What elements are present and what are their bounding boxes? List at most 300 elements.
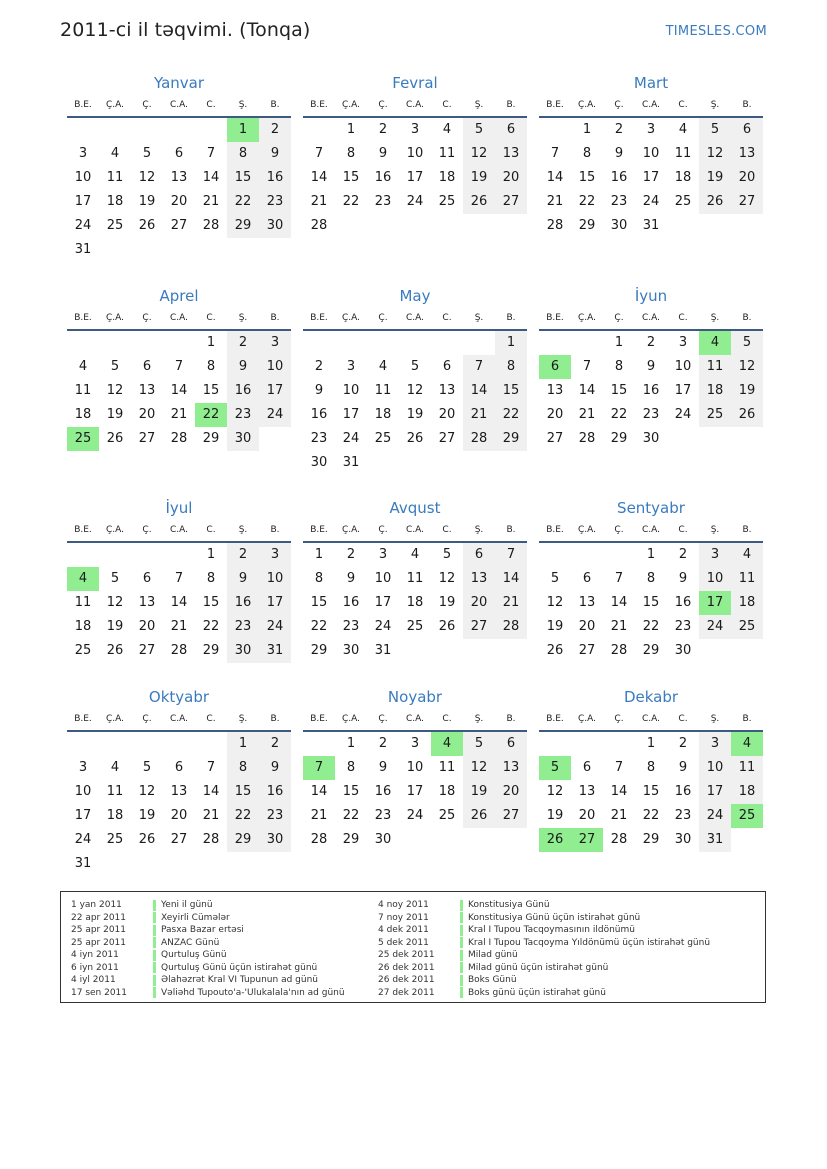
day-cell: 29 [342, 832, 360, 847]
holiday-name: Milad günü üçün istirahət günü [468, 962, 609, 973]
day-cell: 6 [142, 359, 152, 374]
weekday-label: B.E. [310, 100, 328, 110]
day-cell: 25 [699, 403, 731, 427]
weekday-header [303, 307, 527, 331]
weekday-label: C. [206, 525, 216, 535]
day-cell: 11 [406, 571, 424, 586]
day-cell: 30 [610, 218, 628, 233]
holiday-day: 5 [539, 756, 571, 780]
weekday-label: C.A. [169, 313, 188, 323]
day-cell: 3 [259, 543, 291, 567]
day-cell: 19 [463, 780, 495, 804]
empty-cell [163, 331, 195, 355]
day-cell: 7 [174, 359, 184, 374]
day-cell: 24 [374, 619, 392, 634]
day-cell: 5 [731, 331, 763, 355]
day-cell: 24 [406, 808, 424, 823]
day-grid [303, 732, 527, 852]
legend-row [71, 962, 345, 975]
day-cell: 2 [646, 335, 656, 350]
holiday-date: 25 dek 2011 [378, 950, 435, 961]
weekday-label: B. [506, 525, 516, 535]
day-cell: 16 [310, 407, 328, 422]
day-grid [539, 331, 763, 451]
weekday-label: B.E. [74, 714, 92, 724]
day-cell: 12 [463, 142, 495, 166]
day-cell: 27 [495, 804, 527, 828]
day-cell: 27 [138, 431, 156, 446]
holiday-marker [460, 900, 463, 911]
day-cell: 27 [438, 431, 456, 446]
empty-cell [571, 732, 603, 756]
day-cell: 17 [674, 383, 692, 398]
weekday-label: C. [442, 525, 452, 535]
day-cell: 13 [495, 756, 527, 780]
day-cell: 27 [138, 643, 156, 658]
day-cell: 3 [78, 760, 88, 775]
day-cell: 10 [259, 355, 291, 379]
month-name: Aprel [159, 287, 199, 305]
day-cell: 15 [227, 166, 259, 190]
day-cell: 2 [678, 547, 688, 562]
holiday-name: Xeyirli Cümələr [161, 912, 230, 923]
day-grid [539, 543, 763, 663]
day-cell: 16 [374, 784, 392, 799]
holiday-date: 17 sen 2011 [71, 987, 128, 998]
day-cell: 7 [614, 760, 624, 775]
holiday-marker [153, 950, 156, 961]
empty-cell [131, 543, 163, 567]
day-cell: 10 [74, 784, 92, 799]
day-cell: 28 [463, 427, 495, 451]
empty-cell [367, 331, 399, 355]
day-cell: 2 [259, 118, 291, 142]
holiday-date: 4 iyn 2011 [71, 950, 119, 961]
day-cell: 12 [438, 571, 456, 586]
empty-cell [539, 543, 571, 567]
weekday-header [539, 519, 763, 543]
day-cell: 26 [438, 619, 456, 634]
day-cell: 29 [642, 643, 660, 658]
day-cell: 17 [406, 170, 424, 185]
day-cell: 16 [374, 170, 392, 185]
month-name: İyun [634, 287, 668, 305]
holiday-date: 1 yan 2011 [71, 900, 122, 911]
day-cell: 28 [495, 615, 527, 639]
day-cell: 21 [610, 619, 628, 634]
month-name: Dekabr [623, 688, 679, 706]
day-cell: 26 [106, 431, 124, 446]
holiday-day: 17 [699, 591, 731, 615]
empty-cell [131, 331, 163, 355]
day-cell: 8 [646, 760, 656, 775]
weekday-label: B.E. [546, 100, 564, 110]
day-cell: 18 [731, 591, 763, 615]
holiday-date: 4 iyl 2011 [71, 975, 116, 986]
weekday-label: B. [270, 714, 280, 724]
day-cell: 21 [310, 194, 328, 209]
weekday-label: B. [270, 525, 280, 535]
weekday-header [67, 519, 291, 543]
day-cell: 11 [374, 383, 392, 398]
day-cell: 20 [578, 808, 596, 823]
day-cell: 19 [106, 407, 124, 422]
day-cell: 1 [646, 547, 656, 562]
day-cell: 5 [463, 732, 495, 756]
day-cell: 10 [699, 567, 731, 591]
weekday-label: B. [506, 714, 516, 724]
day-cell: 15 [610, 383, 628, 398]
day-cell: 12 [546, 784, 564, 799]
day-grid [303, 118, 527, 238]
weekday-label: C. [442, 313, 452, 323]
day-cell: 2 [378, 736, 388, 751]
day-cell: 4 [110, 146, 120, 161]
holiday-date: 5 dek 2011 [378, 937, 429, 948]
day-cell: 29 [202, 431, 220, 446]
day-cell: 11 [106, 784, 124, 799]
day-cell: 31 [342, 455, 360, 470]
day-cell: 3 [410, 122, 420, 137]
day-cell: 27 [546, 431, 564, 446]
weekday-label: Ç.A. [577, 525, 596, 535]
day-cell: 23 [374, 808, 392, 823]
day-grid [539, 732, 763, 852]
day-cell: 21 [495, 591, 527, 615]
page-title: 2011-ci il təqvimi. (Tonqa) [60, 19, 311, 41]
day-cell: 10 [406, 146, 424, 161]
day-cell: 18 [374, 407, 392, 422]
day-cell: 14 [202, 170, 220, 185]
holiday-date: 6 iyn 2011 [71, 962, 119, 973]
day-cell: 5 [142, 760, 152, 775]
weekday-label: B.E. [74, 100, 92, 110]
day-cell: 14 [578, 383, 596, 398]
weekday-label: C. [442, 100, 452, 110]
holiday-name: Konstitusiya Günü [468, 900, 550, 911]
day-cell: 29 [642, 832, 660, 847]
empty-cell [99, 118, 131, 142]
weekday-label: C.A. [169, 525, 188, 535]
day-grid [303, 331, 527, 475]
day-cell: 24 [406, 194, 424, 209]
day-cell: 28 [202, 832, 220, 847]
day-cell: 17 [374, 595, 392, 610]
day-cell: 1 [314, 547, 324, 562]
weekday-label: B.E. [74, 525, 92, 535]
day-cell: 24 [699, 615, 731, 639]
day-cell: 9 [314, 383, 324, 398]
day-cell: 22 [227, 804, 259, 828]
legend-column-left [71, 899, 345, 999]
weekday-label: C. [678, 100, 688, 110]
day-cell: 26 [731, 403, 763, 427]
day-cell: 16 [342, 595, 360, 610]
day-cell: 5 [550, 571, 560, 586]
weekday-label: C.A. [405, 313, 424, 323]
day-cell: 17 [699, 780, 731, 804]
month-name: Mart [633, 74, 669, 92]
day-cell: 13 [495, 142, 527, 166]
empty-cell [463, 331, 495, 355]
day-cell: 13 [578, 595, 596, 610]
weekday-label: B. [270, 100, 280, 110]
weekday-label: Ş. [710, 313, 720, 323]
day-cell: 31 [642, 218, 660, 233]
weekday-label: Ş. [474, 313, 484, 323]
day-cell: 20 [578, 619, 596, 634]
day-cell: 13 [463, 567, 495, 591]
day-cell: 14 [170, 595, 188, 610]
day-cell: 8 [646, 571, 656, 586]
weekday-label: B. [742, 313, 752, 323]
day-cell: 20 [495, 780, 527, 804]
holiday-marker [153, 925, 156, 936]
day-cell: 31 [699, 828, 731, 852]
day-cell: 13 [578, 784, 596, 799]
weekday-label: Ç.A. [105, 100, 124, 110]
day-cell: 9 [378, 760, 388, 775]
day-cell: 12 [138, 170, 156, 185]
empty-cell [603, 543, 635, 567]
weekday-label: C. [678, 313, 688, 323]
empty-cell [67, 543, 99, 567]
weekday-label: Ç. [614, 313, 624, 323]
legend-row [71, 937, 345, 950]
day-cell: 16 [674, 595, 692, 610]
day-cell: 28 [170, 643, 188, 658]
empty-cell [99, 543, 131, 567]
day-cell: 5 [110, 571, 120, 586]
day-cell: 24 [74, 832, 92, 847]
day-cell: 7 [550, 146, 560, 161]
day-cell: 18 [74, 619, 92, 634]
weekday-label: C. [206, 714, 216, 724]
day-cell: 30 [674, 643, 692, 658]
month-calendar [303, 686, 527, 852]
holiday-day: 25 [731, 804, 763, 828]
holiday-day: 25 [67, 427, 99, 451]
day-cell: 19 [546, 808, 564, 823]
empty-cell [303, 118, 335, 142]
day-cell: 18 [731, 780, 763, 804]
day-cell: 3 [699, 732, 731, 756]
day-cell: 2 [678, 736, 688, 751]
holiday-marker [460, 937, 463, 948]
day-cell: 21 [310, 808, 328, 823]
day-cell: 23 [342, 619, 360, 634]
day-cell: 1 [614, 335, 624, 350]
month-calendar [539, 72, 763, 238]
holiday-marker [460, 987, 463, 998]
month-calendar [303, 497, 527, 663]
weekday-label: B.E. [546, 313, 564, 323]
day-cell: 13 [731, 142, 763, 166]
day-cell: 10 [374, 571, 392, 586]
day-cell: 19 [138, 808, 156, 823]
day-cell: 17 [74, 194, 92, 209]
day-cell: 28 [202, 218, 220, 233]
month-calendar [67, 686, 291, 876]
day-cell: 16 [610, 170, 628, 185]
day-grid [67, 732, 291, 876]
day-cell: 21 [610, 808, 628, 823]
day-cell: 17 [259, 591, 291, 615]
day-grid [67, 331, 291, 451]
day-cell: 20 [138, 407, 156, 422]
holiday-name: Kral I Tupou Tacqoymasının ildönümü [468, 925, 635, 936]
holiday-name: Vəliəhd Tupouto'a-'Ulukalala'nın ad günü [161, 987, 345, 998]
day-cell: 23 [310, 431, 328, 446]
empty-cell [99, 732, 131, 756]
weekday-label: B.E. [74, 313, 92, 323]
day-cell: 30 [342, 643, 360, 658]
day-cell: 22 [202, 619, 220, 634]
weekday-label: Ç.A. [105, 313, 124, 323]
empty-cell [539, 331, 571, 355]
day-cell: 14 [310, 170, 328, 185]
weekday-header [303, 519, 527, 543]
weekday-label: Ş. [238, 525, 248, 535]
day-cell: 25 [106, 832, 124, 847]
day-cell: 26 [138, 218, 156, 233]
weekday-label: Ç. [142, 313, 152, 323]
weekday-header [303, 94, 527, 118]
day-cell: 24 [699, 804, 731, 828]
day-cell: 25 [374, 431, 392, 446]
holiday-marker [153, 975, 156, 986]
legend-row [71, 912, 345, 925]
day-cell: 21 [170, 407, 188, 422]
empty-cell [163, 732, 195, 756]
weekday-label: Ç. [378, 525, 388, 535]
day-cell: 21 [463, 403, 495, 427]
day-cell: 25 [731, 615, 763, 639]
day-cell: 11 [438, 146, 456, 161]
day-cell: 15 [342, 784, 360, 799]
day-cell: 2 [227, 331, 259, 355]
day-cell: 24 [259, 403, 291, 427]
day-cell: 14 [202, 784, 220, 799]
month-calendar [539, 686, 763, 852]
day-cell: 1 [346, 122, 356, 137]
holiday-marker [460, 950, 463, 961]
holiday-day: 1 [227, 118, 259, 142]
day-cell: 8 [346, 146, 356, 161]
holiday-date: 26 dek 2011 [378, 975, 435, 986]
holiday-marker [460, 975, 463, 986]
day-cell: 2 [378, 122, 388, 137]
day-cell: 8 [227, 756, 259, 780]
day-cell: 28 [546, 218, 564, 233]
day-cell: 9 [678, 571, 688, 586]
day-cell: 27 [170, 832, 188, 847]
day-cell: 14 [495, 567, 527, 591]
empty-cell [399, 331, 431, 355]
weekday-label: B.E. [310, 714, 328, 724]
day-cell: 2 [227, 543, 259, 567]
weekday-label: Ç.A. [577, 100, 596, 110]
day-cell: 10 [406, 760, 424, 775]
day-cell: 3 [410, 736, 420, 751]
weekday-label: C. [678, 525, 688, 535]
day-cell: 25 [406, 619, 424, 634]
day-cell: 14 [170, 383, 188, 398]
holiday-marker [460, 925, 463, 936]
month-calendar [539, 285, 763, 451]
holiday-date: 22 apr 2011 [71, 912, 127, 923]
day-cell: 19 [138, 194, 156, 209]
weekday-label: Ç. [378, 714, 388, 724]
day-cell: 21 [202, 808, 220, 823]
day-cell: 19 [699, 166, 731, 190]
weekday-label: Ç.A. [105, 714, 124, 724]
day-cell: 7 [174, 571, 184, 586]
day-cell: 9 [678, 760, 688, 775]
day-cell: 3 [678, 335, 688, 350]
weekday-label: C.A. [169, 714, 188, 724]
day-cell: 19 [106, 619, 124, 634]
holiday-name: Kral I Tupou Tacqoyma Yıldönümü üçün istirahət günü [468, 937, 711, 948]
day-cell: 20 [170, 808, 188, 823]
empty-cell [335, 331, 367, 355]
month-name: Yanvar [153, 74, 205, 92]
month-calendar [67, 72, 291, 262]
day-cell: 20 [138, 619, 156, 634]
day-cell: 23 [374, 194, 392, 209]
day-cell: 24 [642, 194, 660, 209]
day-cell: 3 [346, 359, 356, 374]
day-cell: 22 [642, 619, 660, 634]
weekday-label: Ç. [614, 100, 624, 110]
day-cell: 26 [106, 643, 124, 658]
day-cell: 14 [310, 784, 328, 799]
month-calendar [539, 497, 763, 663]
day-cell: 18 [106, 194, 124, 209]
holiday-date: 25 apr 2011 [71, 937, 127, 948]
holiday-name: Milad günü [468, 950, 518, 961]
day-cell: 29 [202, 643, 220, 658]
day-cell: 22 [342, 194, 360, 209]
site-link[interactable]: TIMESLES.COM [665, 24, 767, 39]
day-cell: 6 [174, 146, 184, 161]
day-cell: 31 [374, 643, 392, 658]
day-cell: 14 [610, 784, 628, 799]
day-cell: 4 [410, 547, 420, 562]
weekday-label: C. [206, 100, 216, 110]
empty-cell [67, 732, 99, 756]
weekday-label: Ç. [378, 313, 388, 323]
day-cell: 3 [259, 331, 291, 355]
legend-row [71, 987, 345, 1000]
holiday-day: 6 [539, 355, 571, 379]
day-cell: 6 [174, 760, 184, 775]
day-cell: 23 [259, 804, 291, 828]
weekday-label: Ş. [710, 525, 720, 535]
day-cell: 15 [227, 780, 259, 804]
holiday-name: Qurtuluş Günü üçün istirahət günü [161, 962, 318, 973]
holiday-name: Boks günü üçün istirahət günü [468, 987, 606, 998]
legend-row [71, 924, 345, 937]
day-cell: 16 [642, 383, 660, 398]
day-cell: 30 [227, 427, 259, 451]
day-cell: 28 [610, 832, 628, 847]
day-cell: 6 [442, 359, 452, 374]
day-cell: 30 [674, 832, 692, 847]
day-cell: 13 [138, 595, 156, 610]
day-cell: 18 [699, 379, 731, 403]
day-cell: 26 [406, 431, 424, 446]
